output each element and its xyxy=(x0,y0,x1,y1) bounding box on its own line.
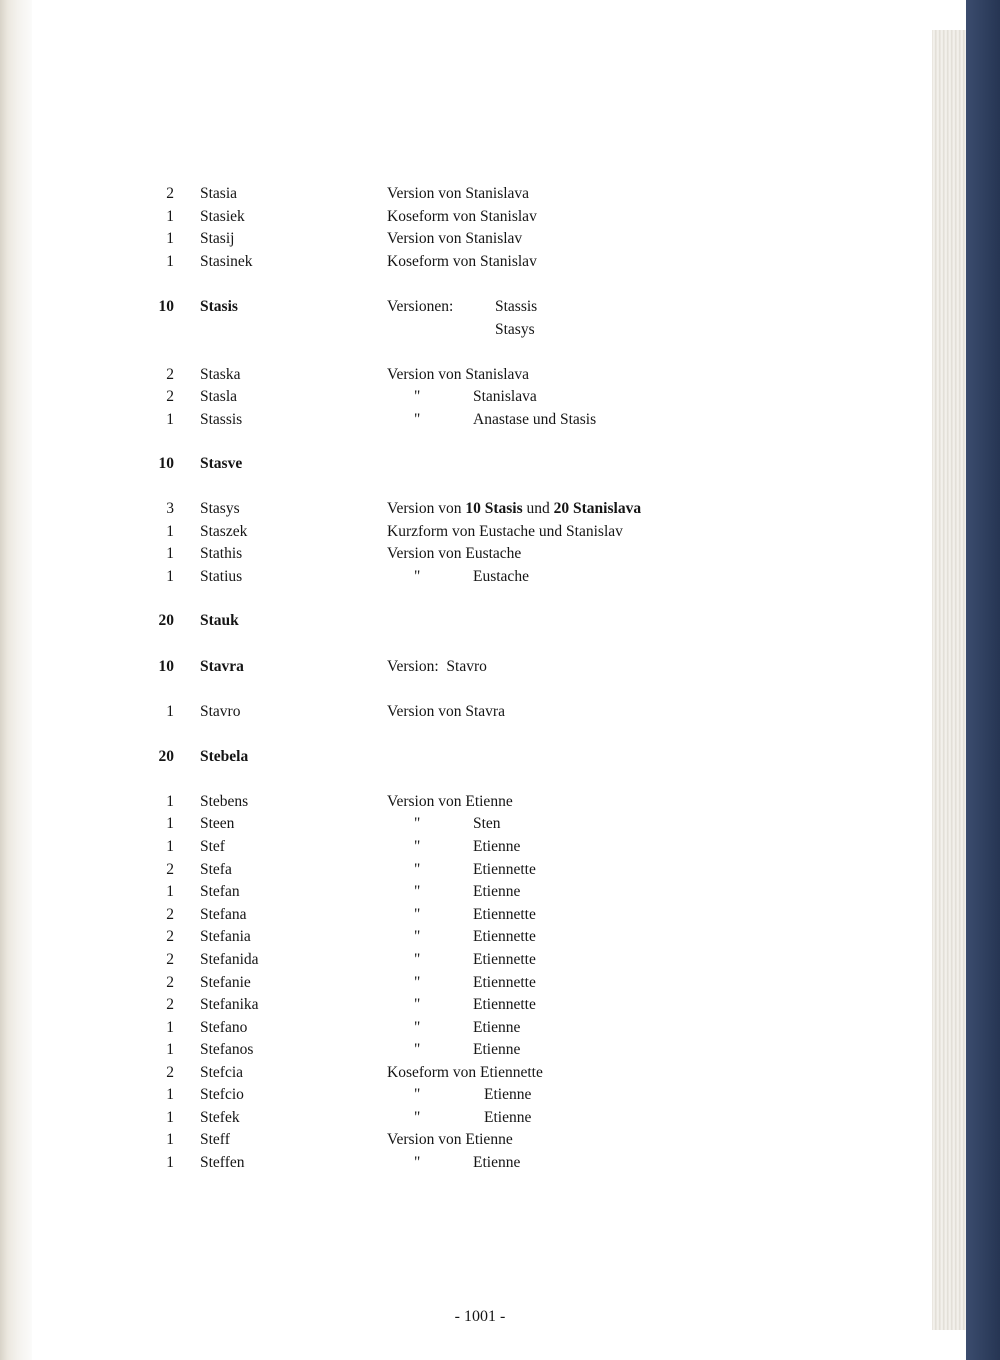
entry-count: 20 xyxy=(158,612,174,629)
name-entry xyxy=(0,1062,932,1084)
entry-count: 1 xyxy=(166,793,174,810)
ditto-mark: " xyxy=(414,861,421,878)
name-entry xyxy=(0,1152,932,1174)
entry-reference: Etienne xyxy=(484,1109,532,1126)
entry-name: Stefania xyxy=(200,928,251,945)
entry-description: Versionen: xyxy=(387,298,454,315)
name-entry xyxy=(0,701,932,723)
entry-name: Stefan xyxy=(200,883,240,900)
entry-count: 1 xyxy=(166,253,174,270)
entry-reference: Stanislava xyxy=(473,388,537,405)
entry-count: 1 xyxy=(166,1086,174,1103)
entry-count: 2 xyxy=(166,951,174,968)
name-entry xyxy=(0,904,932,926)
entry-description: Version von Etienne xyxy=(387,1131,513,1148)
entry-reference: Sten xyxy=(473,815,501,832)
ditto-mark: " xyxy=(414,568,421,585)
entry-count: 20 xyxy=(158,748,174,765)
entry-count: 2 xyxy=(166,906,174,923)
ditto-mark: " xyxy=(414,906,421,923)
name-entry xyxy=(0,566,932,588)
ditto-mark: " xyxy=(414,1041,421,1058)
name-entry xyxy=(0,296,932,318)
name-entry xyxy=(0,1084,932,1106)
entry-count: 1 xyxy=(166,1154,174,1171)
entry-count: 2 xyxy=(166,185,174,202)
entry-name: Statius xyxy=(200,568,243,585)
name-entry xyxy=(0,409,932,431)
entry-count: 1 xyxy=(166,1019,174,1036)
name-entry xyxy=(0,498,932,520)
entry-reference: Stassis xyxy=(495,298,538,315)
ditto-mark: " xyxy=(414,838,421,855)
name-entry xyxy=(0,949,932,971)
name-entry xyxy=(0,386,932,408)
name-entry xyxy=(0,813,932,835)
entry-count: 2 xyxy=(166,366,174,383)
entry-name: Stefanos xyxy=(200,1041,254,1058)
name-entry xyxy=(0,1017,932,1039)
name-entry xyxy=(0,791,932,813)
ditto-mark: " xyxy=(414,411,421,428)
ditto-mark: " xyxy=(414,815,421,832)
ditto-mark: " xyxy=(414,951,421,968)
name-entry xyxy=(0,972,932,994)
entry-reference: Etienne xyxy=(473,1154,521,1171)
ditto-mark: " xyxy=(414,928,421,945)
entry-count: 3 xyxy=(166,500,174,517)
entry-count: 1 xyxy=(166,411,174,428)
entry-name: Stefa xyxy=(200,861,232,878)
name-entry xyxy=(0,1039,932,1061)
entry-reference: Anastase und Stasis xyxy=(473,411,597,428)
entry-name: Stasinek xyxy=(200,253,253,270)
entry-name: Stasve xyxy=(200,455,243,472)
name-entry xyxy=(0,228,932,250)
entry-reference: Etienne xyxy=(484,1086,532,1103)
entry-count: 1 xyxy=(166,883,174,900)
name-entry xyxy=(0,994,932,1016)
entry-name: Stasiek xyxy=(200,208,245,225)
entry-count: 1 xyxy=(166,230,174,247)
name-entry xyxy=(0,543,932,565)
entry-name: Stasis xyxy=(200,298,238,315)
entry-count: 1 xyxy=(166,1041,174,1058)
name-entry xyxy=(0,656,932,678)
name-entry xyxy=(0,836,932,858)
entry-count: 1 xyxy=(166,815,174,832)
entry-count: 1 xyxy=(166,568,174,585)
ditto-mark: " xyxy=(414,388,421,405)
name-entry xyxy=(0,206,932,228)
entry-name: Steffen xyxy=(200,1154,245,1171)
entry-reference: Etiennette xyxy=(473,928,536,945)
entry-reference: Etienne xyxy=(473,1019,521,1036)
entry-name: Stefanida xyxy=(200,951,259,968)
entry-name: Stefek xyxy=(200,1109,240,1126)
entry-count: 1 xyxy=(166,545,174,562)
entry-count: 1 xyxy=(166,838,174,855)
entry-reference: Etiennette xyxy=(473,906,536,923)
ditto-mark: " xyxy=(414,996,421,1013)
entry-description: Version von Stanislava xyxy=(387,366,530,383)
entry-name: Stassis xyxy=(200,411,243,428)
entry-count: 10 xyxy=(158,658,174,675)
ditto-mark: " xyxy=(414,1019,421,1036)
entry-count: 2 xyxy=(166,388,174,405)
entry-count: 10 xyxy=(158,298,174,315)
name-entry xyxy=(0,1129,932,1151)
ditto-mark: " xyxy=(414,974,421,991)
entry-count: 1 xyxy=(166,1131,174,1148)
entry-count: 2 xyxy=(166,974,174,991)
entry-count: 2 xyxy=(166,928,174,945)
entry-description: Version von Stanislav xyxy=(387,230,523,247)
ditto-mark: " xyxy=(414,1086,421,1103)
entry-name: Staszek xyxy=(200,523,248,540)
entry-reference: Etienne xyxy=(473,838,521,855)
name-entry xyxy=(0,881,932,903)
entry-reference: Etiennette xyxy=(473,996,536,1013)
entry-description: Version von Stavra xyxy=(387,703,505,720)
name-entry xyxy=(0,364,932,386)
entry-description: Koseform von Etiennette xyxy=(387,1064,543,1081)
entry-name: Stasla xyxy=(200,388,238,405)
entry-description: Kurzform von Eustache und Stanislav xyxy=(387,523,623,540)
entry-count: 10 xyxy=(158,455,174,472)
entry-reference: Etiennette xyxy=(473,974,536,991)
entry-description: Version: Stavro xyxy=(387,658,487,675)
ditto-mark: " xyxy=(414,883,421,900)
entry-name: Stefcio xyxy=(200,1086,244,1103)
name-entry xyxy=(0,610,932,632)
entry-description: Version von Stanislava xyxy=(387,185,530,202)
entry-name: Stefanika xyxy=(200,996,259,1013)
entry-description: Koseform von Stanislav xyxy=(387,208,537,225)
entry-name: Stefcia xyxy=(200,1064,244,1081)
name-entry xyxy=(0,859,932,881)
entry-count: 1 xyxy=(166,1109,174,1126)
ditto-mark: " xyxy=(414,1154,421,1171)
entry-name: Steff xyxy=(200,1131,230,1148)
entry-name: Stavro xyxy=(200,703,241,720)
entry-description: Version von Eustache xyxy=(387,545,522,562)
entry-count: 1 xyxy=(166,703,174,720)
entry-count: 2 xyxy=(166,1064,174,1081)
entry-name: Stefano xyxy=(200,1019,248,1036)
entry-name: Stasys xyxy=(200,500,240,517)
entry-reference: Eustache xyxy=(473,568,529,585)
entry-name: Stavra xyxy=(200,658,244,675)
entry-name: Stefana xyxy=(200,906,247,923)
book-cover-edge xyxy=(966,0,1000,1360)
entry-count: 2 xyxy=(166,996,174,1013)
ditto-mark: " xyxy=(414,1109,421,1126)
entry-reference: Etiennette xyxy=(473,951,536,968)
name-entry xyxy=(0,926,932,948)
entry-description: Version von Etienne xyxy=(387,793,513,810)
name-entry-continuation xyxy=(0,319,932,341)
entry-name: Stasij xyxy=(200,230,235,247)
entry-count: 1 xyxy=(166,208,174,225)
entry-name: Stef xyxy=(200,838,225,855)
entry-reference: Etienne xyxy=(473,1041,521,1058)
entry-name: Stathis xyxy=(200,545,243,562)
entry-name: Stauk xyxy=(200,612,239,629)
entry-name: Stefanie xyxy=(200,974,251,991)
entry-name: Stebela xyxy=(200,748,249,765)
name-entry xyxy=(0,183,932,205)
entry-count: 2 xyxy=(166,861,174,878)
entry-name: Steen xyxy=(200,815,235,832)
entry-count: 1 xyxy=(166,523,174,540)
entry-reference: Stasys xyxy=(495,321,535,338)
entry-name: Stebens xyxy=(200,793,249,810)
entry-description: Koseform von Stanislav xyxy=(387,253,537,270)
entry-reference: Etienne xyxy=(473,883,521,900)
name-entry xyxy=(0,746,932,768)
name-entry xyxy=(0,1107,932,1129)
entry-name: Stasia xyxy=(200,185,238,202)
name-entry xyxy=(0,521,932,543)
entry-name: Staska xyxy=(200,366,241,383)
name-entry xyxy=(0,251,932,273)
entry-description: Version von 10 Stasis und 20 Stanislava xyxy=(387,500,642,517)
entry-reference: Etiennette xyxy=(473,861,536,878)
name-entry xyxy=(0,453,932,475)
page-number: - 1001 - xyxy=(454,1308,506,1325)
